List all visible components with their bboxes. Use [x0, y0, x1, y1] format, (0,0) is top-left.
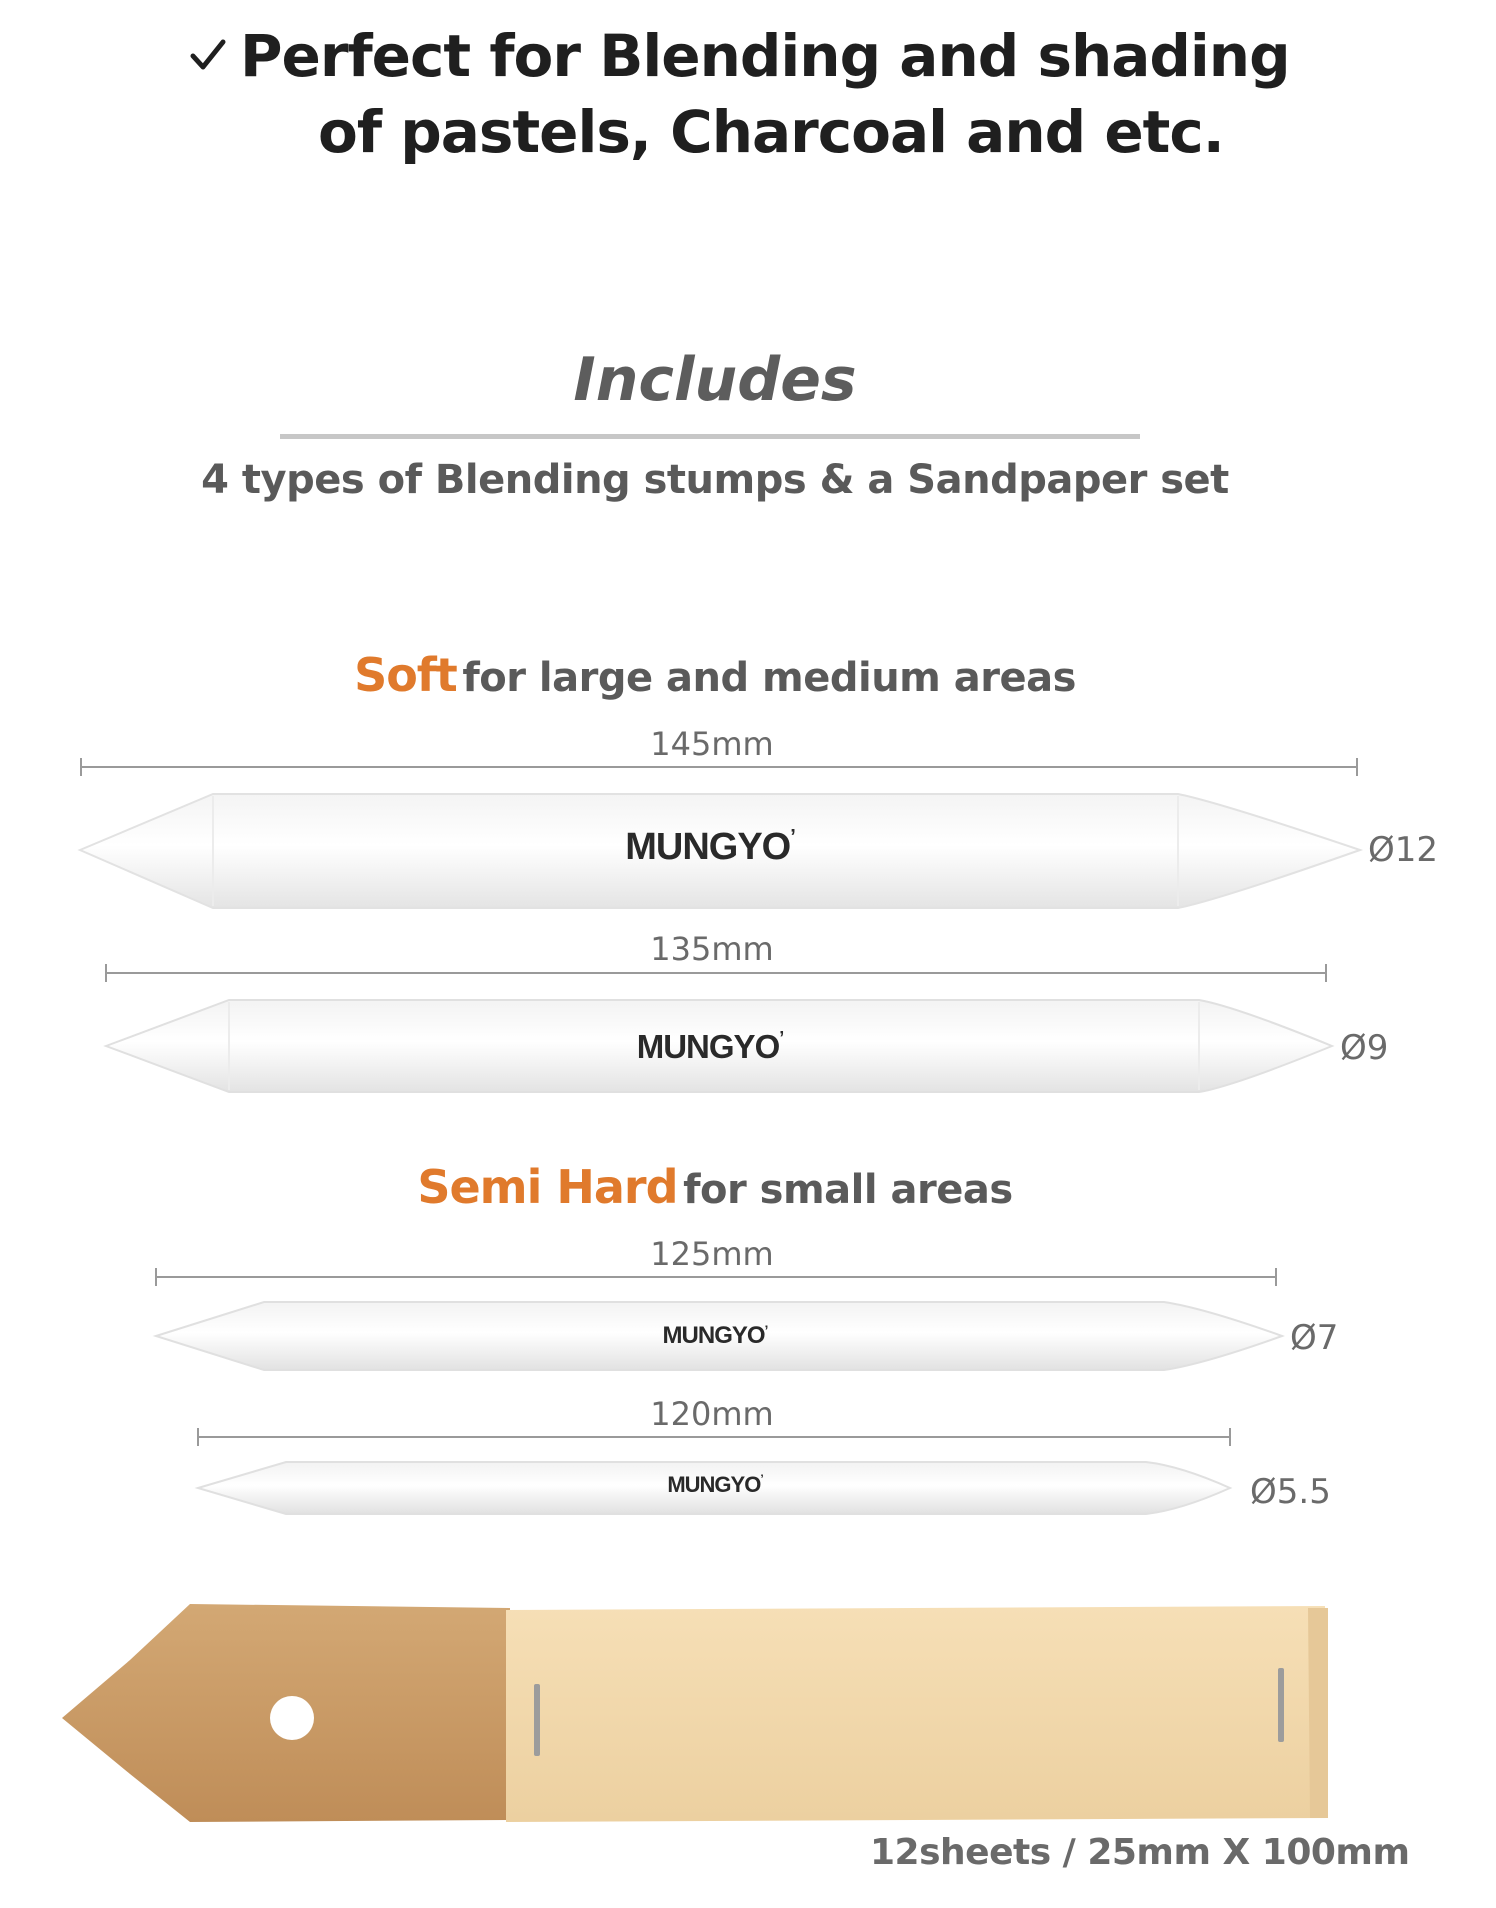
soft-label: Soft [354, 648, 457, 702]
stump-1-trademark: ’ [790, 826, 795, 848]
feature-text-1: Perfect for Blending and shading [240, 22, 1290, 90]
stump-4-brand [630, 1472, 800, 1498]
stump-4-brand-text: MUNGYO [667, 1472, 761, 1497]
feature-line-1 [190, 22, 1290, 90]
stump-3-diameter: Ø7 [1290, 1318, 1339, 1358]
feature-line-2: of pastels, Charcoal and etc. [318, 98, 1224, 166]
soft-description: for large and medium areas [462, 655, 1076, 701]
semi-hard-label: Semi Hard [417, 1160, 678, 1214]
stump-3-brand-text: MUNGYO [662, 1322, 765, 1349]
stump-4-dimension-line [197, 1428, 1231, 1446]
stump-3-length-label: 125mm [650, 1235, 774, 1273]
includes-title: Includes [573, 345, 857, 415]
stump-2-brand-text: MUNGYO [636, 1028, 780, 1065]
stump-3-trademark: ’ [764, 1322, 768, 1338]
stump-2-brand [610, 1028, 810, 1066]
stump-4-trademark: ’ [760, 1472, 763, 1486]
semi-hard-section-heading [0, 1160, 1430, 1214]
stump-4-length-label: 120mm [650, 1395, 774, 1433]
stump-4-diameter: Ø5.5 [1250, 1472, 1331, 1512]
stump-1-length-label: 145mm [650, 725, 774, 763]
stump-1-diameter: Ø12 [1368, 830, 1439, 870]
stump-2-trademark: ’ [779, 1028, 784, 1048]
stump-3-dimension-line [155, 1268, 1277, 1286]
stump-1-brand [600, 826, 820, 869]
check-icon [190, 22, 226, 90]
stump-3-brand [630, 1322, 800, 1350]
stump-1-dimension-line [80, 758, 1358, 776]
stump-2-length-label: 135mm [650, 930, 774, 968]
sandpaper-caption: 12sheets / 25mm X 100mm [870, 1832, 1410, 1873]
includes-divider [280, 434, 1140, 439]
soft-section-heading [0, 648, 1430, 702]
stump-2-diameter: Ø9 [1340, 1028, 1389, 1068]
semi-hard-description: for small areas [683, 1167, 1013, 1213]
includes-subtitle: 4 types of Blending stumps & a Sandpaper set [201, 457, 1229, 503]
sandpaper-pad-image [60, 1598, 1340, 1830]
stump-2-dimension-line [105, 964, 1327, 982]
stump-1-brand-text: MUNGYO [625, 826, 791, 868]
